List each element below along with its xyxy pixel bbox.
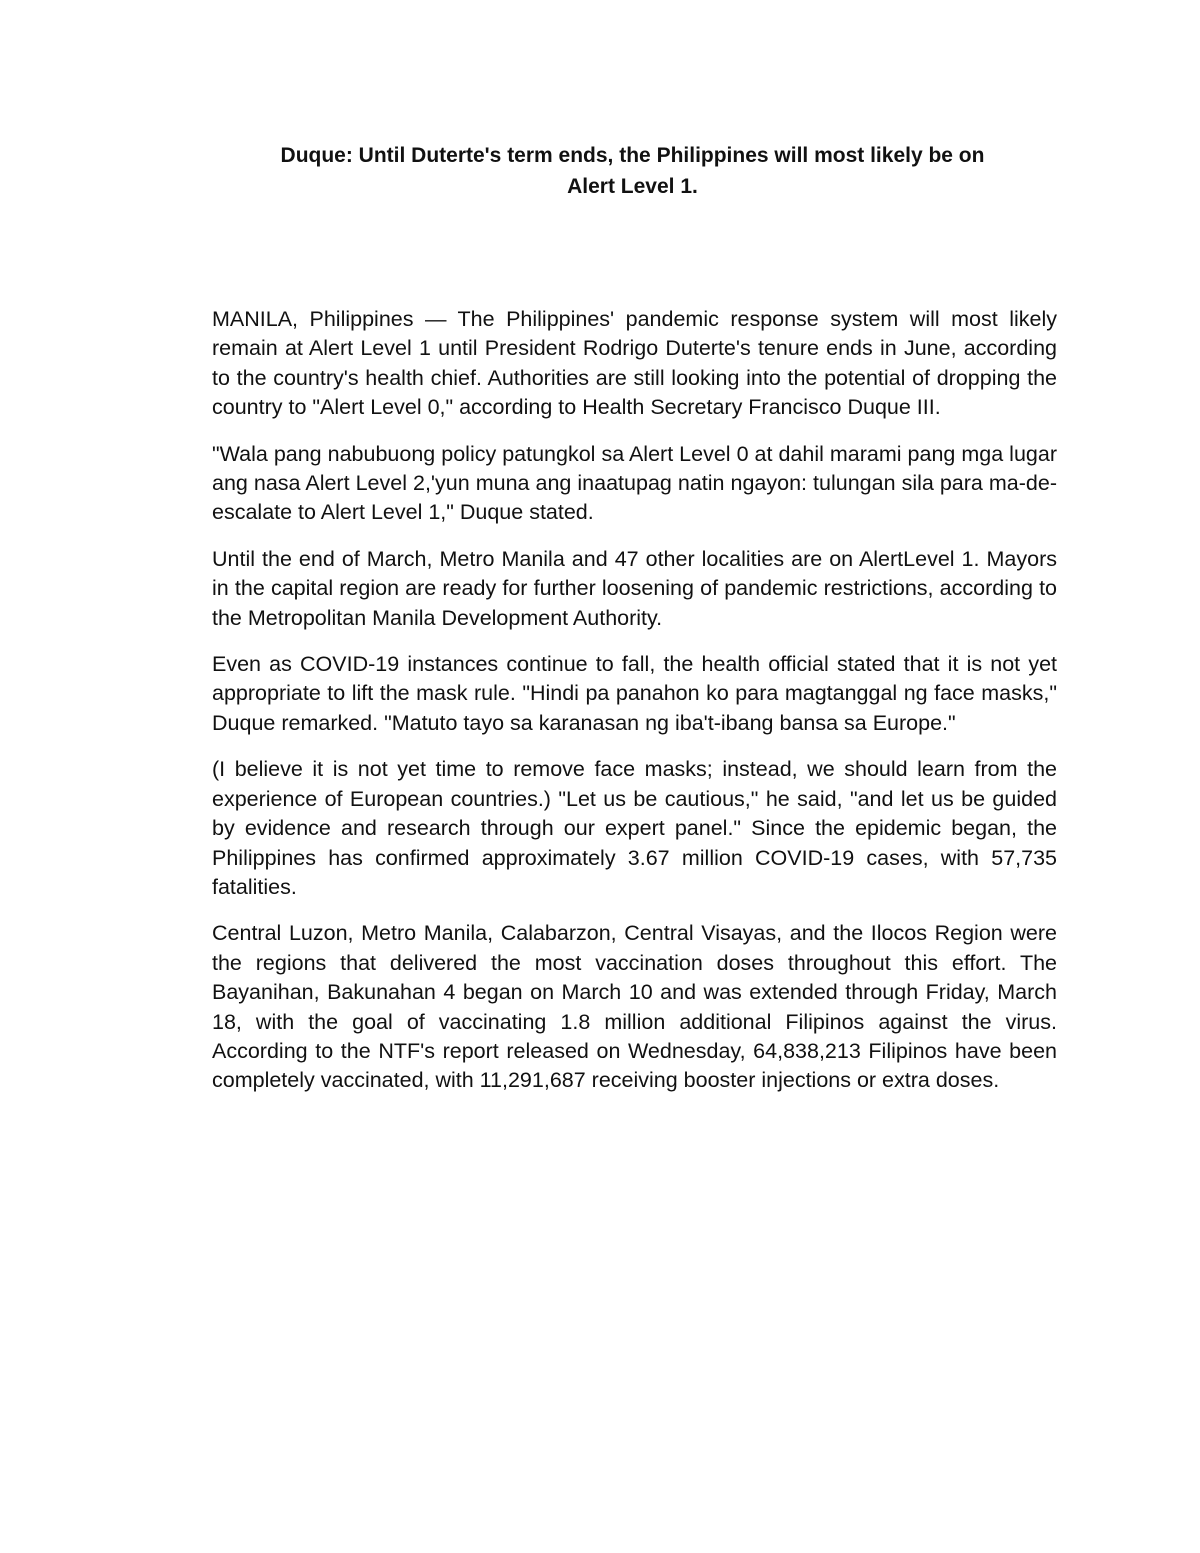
article-title-line-2: Alert Level 1. xyxy=(567,175,698,198)
article-title-line-1: Duque: Until Duterte's term ends, the Philippines will most likely be on xyxy=(280,144,985,167)
article-body xyxy=(212,305,1057,1113)
article-paragraph: MANILA, Philippines — The Philippines' pandemic response system will most likely remain at Alert Level 1 until President Rodrigo Duterte's tenure ends in June, according to the country's health chief. Authorities are still looking into the potential of dropping the country to "Alert Level 0," according to Health Secretary Francisco Duque III. xyxy=(212,307,1057,420)
article-paragraph: Until the end of March, Metro Manila and 47 other localities are on AlertLevel 1. Mayors in the capital region are ready for further loosening of pandemic restrictions, according to the Metropolitan Manila Development Authority. xyxy=(212,546,1057,630)
article-paragraph: "Wala pang nabubuong policy patungkol sa Alert Level 0 at dahil marami pang mga lugar ang nasa Alert Level 2,'yun muna ang inaatupag natin ngayon: tulungan sila para ma-de-escalate to Alert Level 1," Duque stated. xyxy=(212,441,1057,525)
article-title xyxy=(210,140,1055,202)
article-paragraph: (I believe it is not yet time to remove face masks; instead, we should learn from the experience of European countries.) "Let us be cautious," he said, "and let us be guided by evidence and research through our expert panel." Since the epidemic began, the Philippines has confirmed approximately 3.67 million COVID-19 cases, with 57,735 fatalities. xyxy=(212,757,1057,899)
article-paragraph: Even as COVID-19 instances continue to fall, the health official stated that it is not yet appropriate to lift the mask rule. "Hindi pa panahon ko para magtanggal ng face masks," Duque remarked. "Matuto tayo sa karanasan ng iba't-ibang bansa sa Europe." xyxy=(212,652,1057,735)
article-paragraph: Central Luzon, Metro Manila, Calabarzon, Central Visayas, and the Ilocos Region were the regions that delivered the most vaccination doses throughout this effort. The Bayanihan, Bakunahan 4 began on March 10 and was extended through Friday, March 18, with the goal of vaccinating 1.8 million additional Filipinos against the virus. According to the NTF's report released on Wednesday, 64,838,213 Filipinos have been completely vaccinated, with 11,291,687 receiving booster injections or extra doses. xyxy=(212,921,1057,1093)
